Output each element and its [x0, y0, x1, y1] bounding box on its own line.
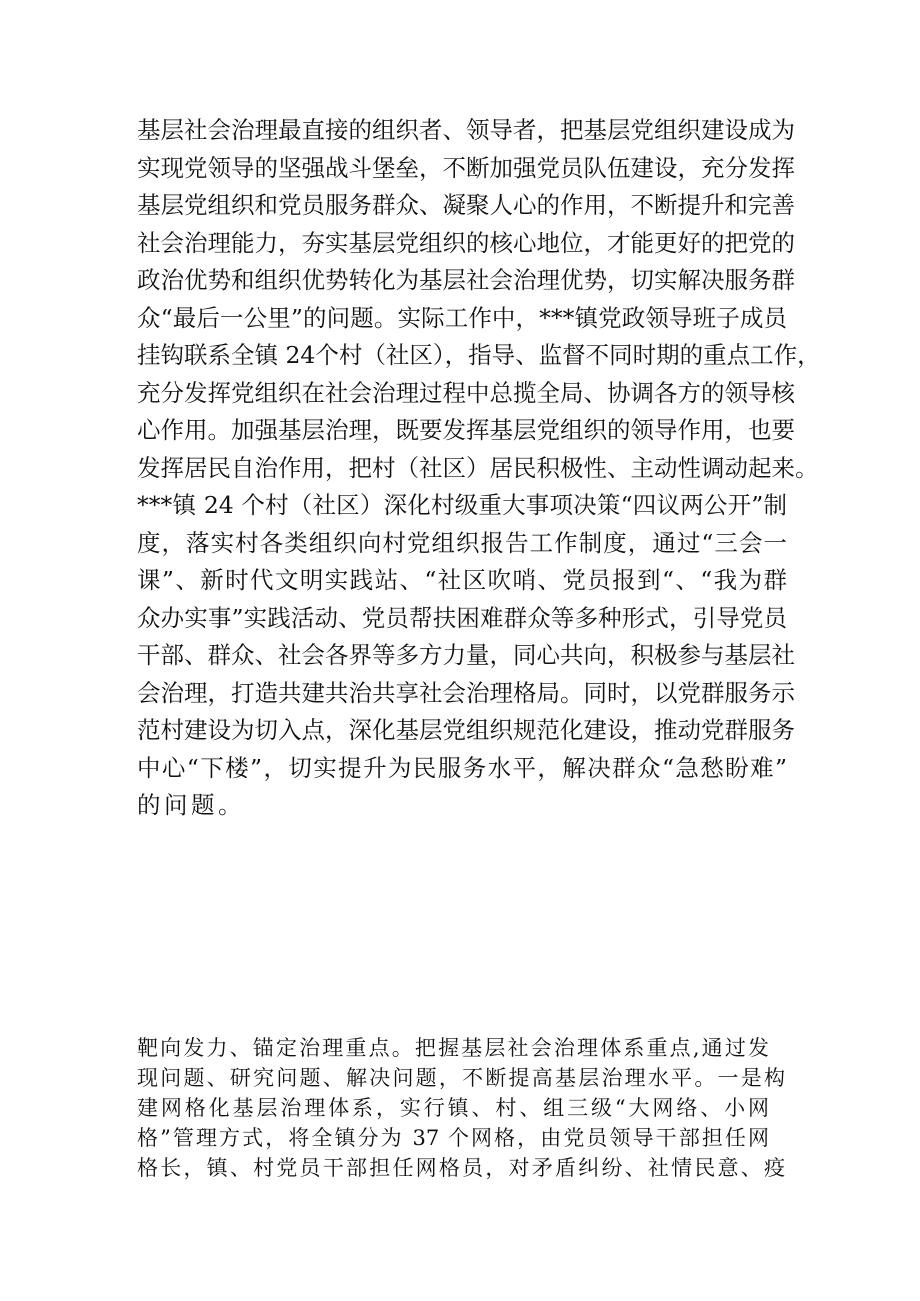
text-line: 政治优势和组织优势转化为基层社会治理优势，切实解决服务群 — [137, 266, 795, 294]
text-line: 格”管理方式，将全镇分为 37 个网格，由党员领导干部担任网 — [137, 1126, 769, 1150]
text-line: 挂钩联系全镇 24个村（社区），指导、监督不同时期的重点工作， — [137, 341, 821, 369]
text-line: 发挥居民自治作用，把村（社区）居民积极性、主动性调动起来。 — [137, 453, 819, 482]
text-line: 度，落实村各类组织向村党组织报告工作制度，通过“三会一 — [137, 528, 787, 557]
text-line: 中心“下楼”，切实提升为民服务水平，解决群众“急愁盼难” — [137, 753, 787, 782]
text-line: 众“最后一公里”的问题。实际工作中，***镇党政领导班子成员 — [137, 303, 787, 332]
text-line: 建网格化基层治理体系，实行镇、村、组三级“大网络、小网 — [137, 1096, 769, 1120]
text-line: 众办实事”实践活动、党员帮扶困难群众等多种形式，引导党员 — [137, 603, 787, 632]
text-line: 范村建设为切入点，深化基层党组织规范化建设，推动党群服务 — [137, 716, 795, 744]
text-line: 格长，镇、村党员干部担任网格员，对矛盾纠纷、社情民意、疫 — [137, 1156, 785, 1180]
text-line: 基层社会治理最直接的组织者、领导者，把基层党组织建设成为 — [137, 116, 795, 144]
text-line: 靶向发力、锚定治理重点。把握基层社会治理体系重点,通过发 — [137, 1036, 769, 1060]
paragraph-party-leadership — [137, 112, 821, 825]
text-line: 会治理，打造共建共治共享社会治理格局。同时，以党群服务示 — [137, 678, 795, 707]
text-line: 基层党组织和党员服务群众、凝聚人心的作用，不断提升和完善 — [137, 191, 795, 219]
text-line: 课”、新时代文明实践站、“社区吹哨、党员报到“、“我为群 — [137, 566, 787, 594]
text-line: 的问题。 — [137, 791, 245, 819]
paragraph-governance-focus — [137, 1033, 785, 1183]
text-line: ***镇 24 个村（社区）深化村级重大事项决策“四议两公开”制 — [137, 491, 787, 519]
text-line: 干部、群众、社会各界等多方力量，同心共向，积极参与基层社 — [137, 641, 795, 669]
text-line: 现问题、研究问题、解决问题，不断提高基层治理水平。一是构 — [137, 1066, 785, 1090]
text-line: 心作用。加强基层治理，既要发挥基层党组织的领导作用，也要 — [137, 416, 795, 444]
text-line: 社会治理能力，夯实基层党组织的核心地位，才能更好的把党的 — [137, 228, 795, 257]
text-line: 实现党领导的坚强战斗堡垒，不断加强党员队伍建设，充分发挥 — [137, 153, 795, 182]
text-line: 充分发挥党组织在社会治理过程中总揽全局、协调各方的领导核 — [137, 378, 795, 407]
